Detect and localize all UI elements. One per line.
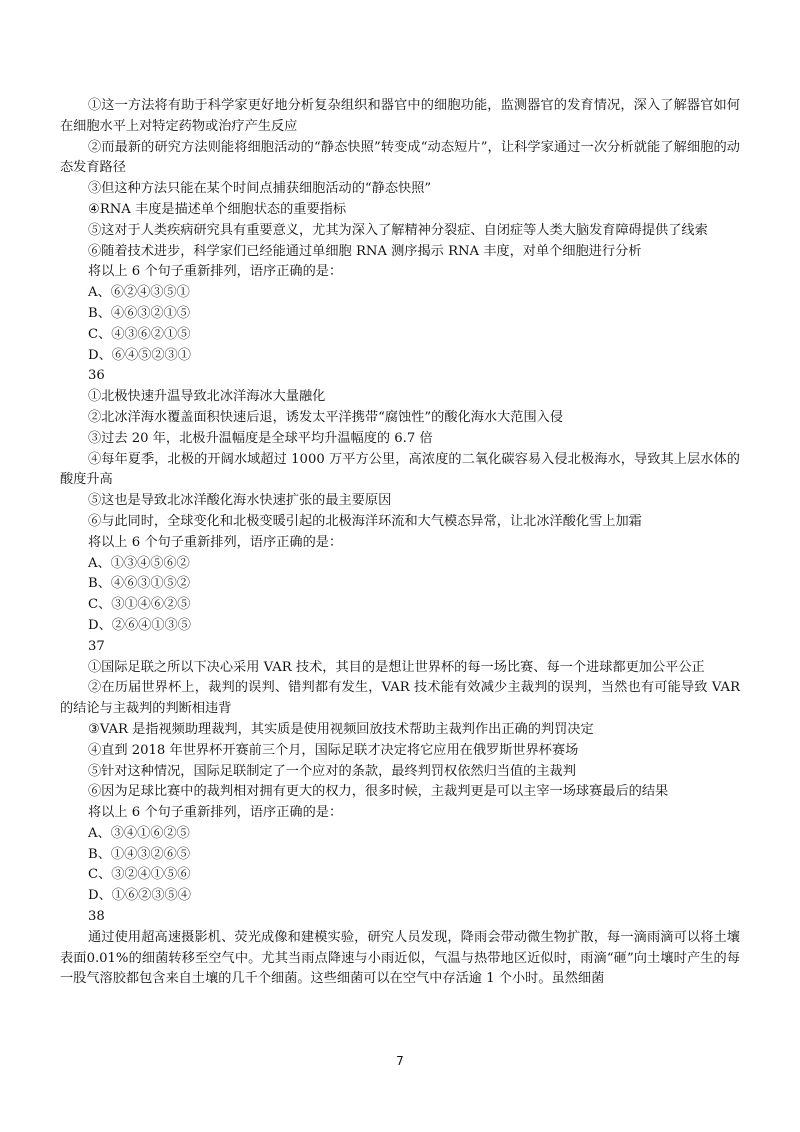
question-number: 36 (88, 368, 105, 384)
option-c: C、③①④⑥②⑤ (88, 597, 191, 613)
sentence-1: ①这一方法将有助于科学家更好地分析复杂组织和器官中的细胞功能，监测器官的发育情况，深入了解器官如何在细胞水平上对特定药物或治疗产生反应 (60, 98, 740, 134)
page-number: 7 (396, 1054, 404, 1068)
question-prompt: 将以上 6 个句子重新排列，语序正确的是： (88, 805, 343, 821)
sentence-1: ①北极快速升温导致北冰洋海冰大量融化 (88, 389, 326, 405)
option-c: C、③②④①⑤⑥ (88, 867, 191, 883)
sentence-6: ⑥因为足球比赛中的裁判相对拥有更大的权力，很多时候，主裁判更是可以主宰一场球赛最后的结果 (88, 784, 669, 800)
sentence-2: ②而最新的研究方法则能将细胞活动的“静态快照”转变成“动态短片”，让科学家通过一次分析就能了解细胞的动态发育路径 (60, 139, 740, 176)
option-b: B、①④③②⑥⑤ (88, 846, 191, 862)
question-number: 38 (88, 909, 105, 925)
option-a: A、⑥②④③⑤① (88, 285, 190, 301)
sentence-5: ⑤针对这种情况，国际足联制定了一个应对的条款，最终判罚权依然归当值的主裁判 (88, 763, 576, 779)
sentence-3: ③但这种方法只能在某个时间点捕获细胞活动的“静态快照” (88, 181, 432, 197)
option-d: D、⑥④⑤②③① (88, 347, 191, 363)
sentence-3: ③VAR 是指视频助理裁判，其实质是使用视频回放技术帮助主裁判作出正确的判罚决定 (88, 721, 594, 737)
sentence-1: ①国际足联之所以下决心采用 VAR 技术，其目的是想让世界杯的每一场比赛、每一个进球都更加公平公正 (88, 659, 705, 675)
passage-text: 通过使用超高速摄影机、荧光成像和建模实验，研究人员发现，降雨会带动微生物扩散，每一滴雨滴可以将土壤表面0.01%的细菌转移至空气中。尤其当雨点降速与小雨近似，气温与热带地区近似时，雨滴“砸”向土壤时产生的每一股气溶胶都包含来自土壤的几千个细菌。这些细菌可以在空气中存活逾 1 个小时。虽然细菌 (60, 929, 740, 987)
sentence-4: ④直到 2018 年世界杯开赛前三个月，国际足联才决定将它应用在俄罗斯世界杯赛场 (88, 742, 579, 758)
document-body (60, 96, 740, 990)
question-prompt: 将以上 6 个句子重新排列，语序正确的是： (88, 534, 343, 550)
option-a: A、①③④⑤⑥② (88, 555, 190, 571)
sentence-3: ③过去 20 年，北极升温幅度是全球平均升温幅度的 6.7 倍 (88, 430, 433, 446)
sentence-2: ②在历届世界杯上，裁判的误判、错判都有发生，VAR 技术能有效减少主裁判的误判，当然也有可能导致 VAR 的结论与主裁判的判断相违背 (60, 680, 740, 717)
option-d: D、①⑥②③⑤④ (88, 888, 191, 904)
sentence-6: ⑥随着技术进步，科学家们已经能通过单细胞 RNA 测序揭示 RNA 丰度，对单个细胞进行分析 (88, 243, 642, 259)
option-d: D、②⑥④①③⑤ (88, 617, 191, 633)
option-a: A、③④①⑥②⑤ (88, 825, 190, 841)
sentence-4: ④每年夏季，北极的开阔水域超过 1000 万平方公里，高浓度的二氧化碳容易入侵北极海水，导致其上层水体的酸度升高 (60, 451, 740, 488)
question-number: 37 (88, 638, 105, 654)
question-prompt: 将以上 6 个句子重新排列，语序正确的是： (88, 264, 343, 280)
option-c: C、④③⑥②①⑤ (88, 326, 191, 342)
option-b: B、④⑥③②①⑤ (88, 305, 191, 321)
sentence-2: ②北冰洋海水覆盖面积快速后退，诱发太平洋携带“腐蚀性”的酸化海水大范围入侵 (88, 409, 564, 425)
option-b: B、④⑥③①⑤② (88, 576, 191, 592)
sentence-6: ⑥与此同时，全球变化和北极变暖引起的北极海洋环流和大气模态异常，让北冰洋酸化雪上加霜 (88, 513, 642, 529)
sentence-4: ④RNA 丰度是描述单个细胞状态的重要指标 (88, 201, 347, 217)
sentence-5: ⑤这对于人类疾病研究具有重要意义，尤其为深入了解精神分裂症、自闭症等人类大脑发育障碍提供了线索 (88, 222, 708, 238)
sentence-5: ⑤这也是导致北冰洋酸化海水快速扩张的最主要原因 (88, 493, 392, 509)
